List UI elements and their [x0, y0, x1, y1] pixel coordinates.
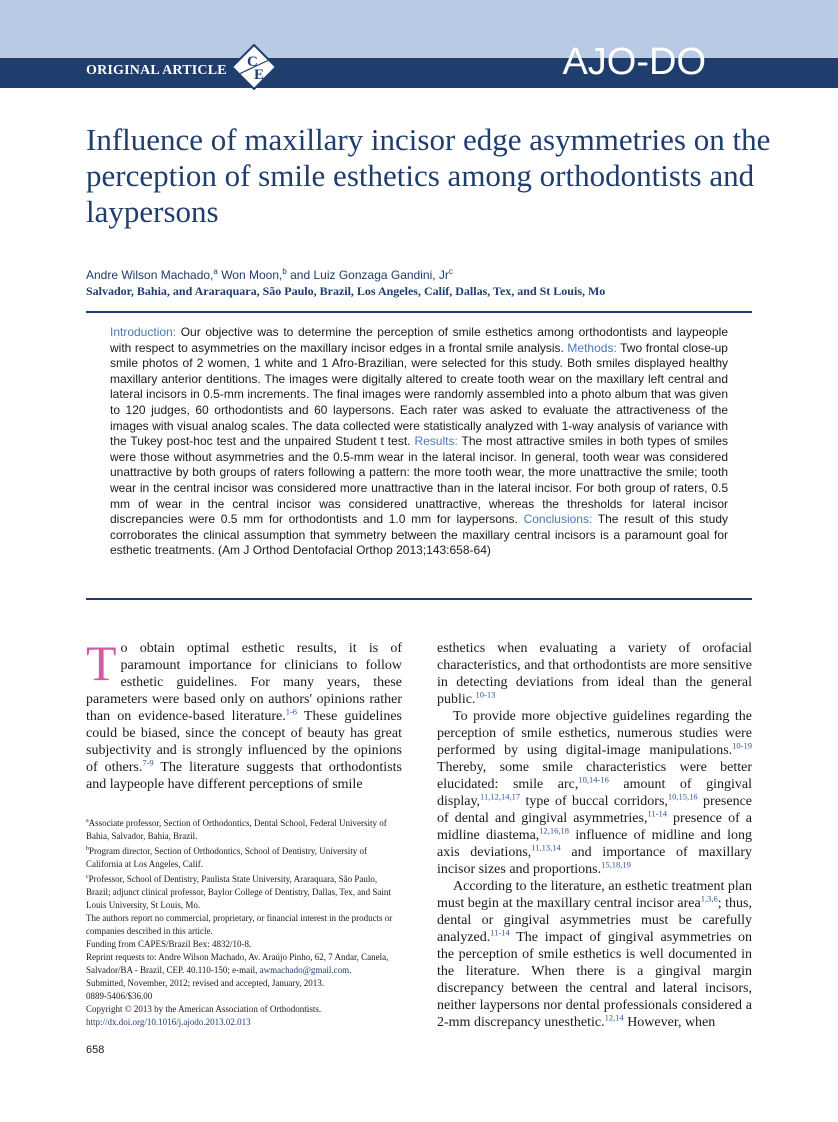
- submitted-note: Submitted, November, 2012; revised and accepted, January, 2013.: [86, 978, 324, 988]
- footnotes: [86, 815, 401, 1029]
- citation: 1,3,6: [700, 893, 718, 904]
- paragraph-continued: esthetics when evaluating a variety of orofacial characteristics, and that orthodontists are more sensitive in detecting deviations from ideal than the general public.$^{10-13}$: [437, 641, 752, 707]
- article-title: Influence of maxillary incisor edge asymmetries on the perception of smile esthetics among orthodontists and laypersons: [86, 122, 771, 229]
- abstract-results: The most attractive smiles in both types of smiles were those without asymmetries and the 0.5-mm wear in the lateral incisor. In general, tooth wear was considered unattractive by both groups of raters following a pattern: the more tooth wear, the more unattractive the smile; tooth wear in the central incisor was considered more unattractive than in the lateral incisor. For both group of raters, 0.5 mm of wear in the central incisor was considered unattractive, whereas the thresholds for lateral incisor discrepancies were 0.5 mm for orthodontists and 1.0 mm for laypersons.: [110, 434, 728, 527]
- author-machado: Andre Wilson Machado,: [86, 268, 214, 282]
- email-link[interactable]: awmachado@gmail.com: [259, 965, 350, 975]
- abstract-label-introduction: Introduction:: [110, 325, 177, 339]
- citation: 12,16,18: [539, 825, 570, 836]
- citation: 11,13,14: [531, 842, 561, 853]
- abstract-introduction: Our objective was to determine the perception of smile esthetics among orthodontists and laypeople with respect to asymmetries on the maxillary incisor edges in a frontal smile analysis.: [110, 325, 728, 355]
- footnote-a: $^a$Associate professor, Section of Orthodontics, Dental School, Federal University of Bahia, Salvador, Bahia, Brazil.: [86, 818, 387, 841]
- disclosure-note: The authors report no commercial, proprietary, or financial interest in the products or companies described in this article.: [86, 913, 393, 936]
- abstract-label-methods: Methods:: [567, 340, 617, 355]
- ce-logo-bottom-letter: E: [254, 67, 265, 83]
- doi-link[interactable]: http://dx.doi.org/10.1016/j.ajodo.2013.02.013: [86, 1017, 251, 1027]
- funding-note: Funding from CAPES/Brazil Bex: 4832/10-8.: [86, 939, 252, 949]
- abstract-bottom-rule: [86, 598, 752, 600]
- footnote-c: $^c$Professor, School of Dentistry, Paulista State University, Araraquara, São Paulo, Brazil; adjunct clinical professor, Baylor College of Dentistry, Dallas, Tex, and Saint Louis University, St Louis, Mo.: [86, 874, 391, 910]
- author-marker: a: [213, 267, 218, 276]
- footnote-b: $^b$Program director, Section of Orthodontics, School of Dentistry, University of California at Los Angeles, Calif.: [86, 846, 368, 869]
- citation: 10-13: [475, 689, 496, 700]
- author-affiliations: Salvador, Bahia, and Araraquara, São Paulo, Brazil, Los Angeles, Calif, Dallas, Tex, and St Louis, Mo: [86, 284, 606, 298]
- header-top-band: [0, 0, 838, 58]
- paragraph-guidelines: To provide more objective guidelines regarding the perception of smile esthetics, numerous studies were performed by using digital-image manipulations.$^{10-19}$ Thereby, some smile characteristics were better elucidated: smile arc,$^{10,14-16}$ amount of gingival display,$^{11,12,14,17}$ type of buccal corridors,$^{10,15,16}$ presence of dental and gingival asymmetries,$^{11-14}$ presence of a midline diastema,$^{12,16,18}$ influence of midline and long axis deviations,$^{11,13,14}$ and importance of maxillary incisor sizes and proportions.$^{15,18,19}$: [437, 709, 753, 877]
- body-column-left: [86, 635, 402, 793]
- citation: 11-14: [490, 927, 510, 938]
- abstract: [110, 325, 728, 559]
- author-marker: b: [282, 267, 287, 276]
- citation: 11-14: [647, 808, 667, 819]
- citation: 10-19: [732, 740, 752, 751]
- reprint-note: Reprint requests to: Andre Wilson Machado, Av. Araújo Pinho, 62, 7 Andar, Canela, Salvador/BA - Brazil, CEP. 40.110-150; e-mail, awmachado@gmail.com.: [86, 952, 389, 975]
- author-list: [86, 264, 453, 283]
- ce-logo-top-letter: C: [247, 54, 258, 70]
- journal-logo: AJO-DO: [562, 41, 706, 83]
- page-number: 658: [86, 1044, 105, 1056]
- issn-note: 0889-5406/$36.00: [86, 991, 153, 1001]
- citation: 15,18,19: [601, 859, 631, 870]
- copyright-note: Copyright © 2013 by the American Association of Orthodontists.: [86, 1004, 322, 1014]
- abstract-label-conclusions: Conclusions:: [523, 512, 593, 527]
- abstract-methods: Two frontal close-up smile photos of 2 women, 1 white and 1 Afro-Brazilian, were selected for this study. Both smiles displayed healthy maxillary anterior dentitions. The images were digitally altered to create tooth wear on the maxillary left central and lateral incisors in 0.5-mm increments. The final images were randomly assembled into a photo album that was given to 120 judges, 60 orthodontists and 60 laypersons. Each rater was asked to evaluate the attractiveness of the images with visual analog scales. The data collected were statistically analyzed with 1-way analysis of variance with the Tukey post-hoc test and the unpaired Student t test.: [110, 340, 728, 449]
- citation: 11,12,14,17: [480, 791, 521, 802]
- citation: 7-9: [142, 757, 154, 768]
- drop-cap: T: [86, 635, 117, 691]
- body-column-right: [437, 640, 752, 1031]
- citation: 1-6: [285, 706, 298, 717]
- author-marker: c: [448, 267, 453, 276]
- abstract-conclusions: The result of this study corroborates the clinical assumption that symmetry between the maxillary central incisors is a paramount goal for esthetic treatments. (Am J Orthod Dentofacial Orthop 2013;143:658-64): [110, 512, 728, 558]
- author-gandini: and Luiz Gonzaga Gandini, Jr: [286, 268, 449, 282]
- intro-paragraph: To obtain optimal esthetic results, it is of paramount importance for clinicians to follow esthetic guidelines. For many years, these parameters were based only on authors' opinions rather than on evidence-based literature.$^{1-6}$ These guidelines could be biased, since the concept of beauty has great subjectivity and is strongly influenced by the opinions of others.$^{7-9}$ The literature suggests that orthodontists and laypeople have different perceptions of smile: [86, 635, 402, 792]
- abstract-label-results: Results:: [414, 434, 458, 449]
- paragraph-treatment-plan: According to the literature, an esthetic treatment plan must begin at the maxillary central incisor area$^{1,3,6}$; thus, dental or gingival asymmetries must be carefully analyzed.$^{11-14}$ The impact of gingival asymmetries on the perception of smile esthetics is well documented in the literature. When there is a gingival margin discrepancy between the central and lateral incisors, neither laypersons nor dental professionals considered a 2-mm discrepancy unesthetic.$^{12,14}$ However, when: [437, 879, 752, 1030]
- citation: 10,15,16: [667, 791, 698, 802]
- citation: 10,14-16: [578, 774, 609, 785]
- author-moon: Won Moon,: [217, 268, 283, 282]
- abstract-top-rule: [86, 311, 752, 313]
- ce-logo-icon: [231, 44, 277, 90]
- citation: 12,14: [604, 1012, 624, 1023]
- article-type-label: ORIGINAL ARTICLE: [86, 63, 227, 78]
